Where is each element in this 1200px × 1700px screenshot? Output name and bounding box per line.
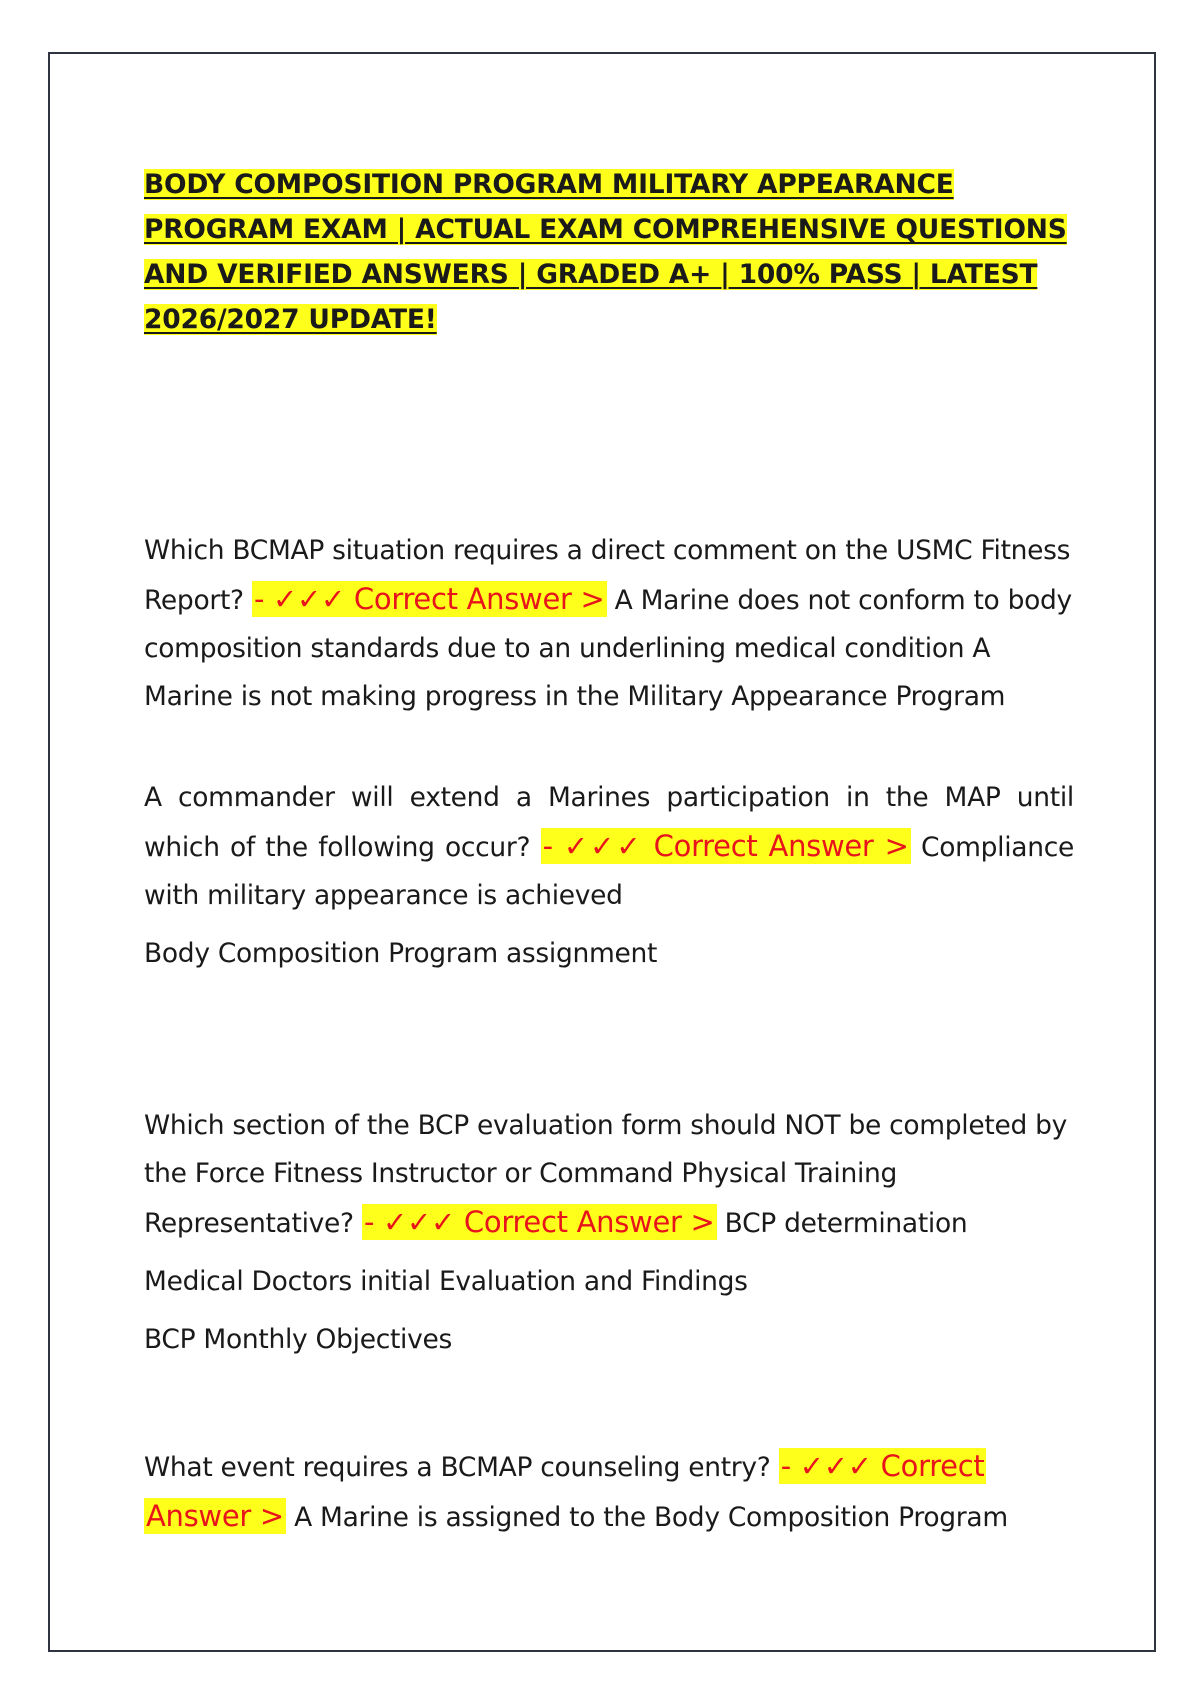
- correct-answer-marker: - ✓✓✓ Correct Answer >: [146, 1449, 985, 1533]
- answer-text: A Marine is assigned to the Body Composition Program: [294, 1502, 1008, 1533]
- document-page: [48, 52, 1156, 1652]
- qa-paragraph: [144, 1102, 1074, 1248]
- correct-answer-marker: - ✓✓✓ Correct Answer >: [363, 1205, 715, 1239]
- question-text: A commander will extend a Marines participation in the MAP until which of the following occur?: [144, 782, 1074, 863]
- answer-text: BCP determination: [724, 1208, 968, 1239]
- answer-option-line: Medical Doctors initial Evaluation and Findings: [144, 1266, 748, 1297]
- answer-option-line: Body Composition Program assignment: [144, 938, 658, 969]
- title-highlight: BODY COMPOSITION PROGRAM MILITARY APPEARANCE PROGRAM EXAM | ACTUAL EXAM COMPREHENSIVE QUESTIONS AND VERIFIED ANSWERS | GRADED A+ | 100% PASS | LATEST 2026/2027 UPDATE!: [144, 169, 1067, 335]
- qa-paragraph: [144, 527, 1074, 721]
- qa-item-1: [144, 527, 1074, 721]
- question-text: Which section of the BCP evaluation form should NOT be completed by the Force Fitness Instructor or Command Physical Training Representative?: [144, 1110, 1068, 1239]
- answer-text: Compliance with military appearance is achieved: [144, 832, 1075, 911]
- qa-item-3: [144, 1102, 1074, 1364]
- qa-paragraph: [144, 774, 1074, 920]
- correct-answer-marker: - ✓✓✓ Correct Answer >: [253, 582, 605, 616]
- qa-item-4: [144, 1442, 1074, 1542]
- document-title: [144, 162, 1074, 342]
- qa-item-2: [144, 774, 1074, 978]
- correct-answer-marker: - ✓✓✓ Correct Answer >: [542, 829, 909, 863]
- document-content: [144, 162, 1075, 1533]
- qa-paragraph: [144, 1442, 1074, 1542]
- question-text: What event requires a BCMAP counseling entry?: [144, 1452, 771, 1483]
- question-text: Which BCMAP situation requires a direct comment on the USMC Fitness Report?: [144, 535, 1071, 616]
- answer-option-line: BCP Monthly Objectives: [144, 1324, 453, 1355]
- answer-text: A Marine does not conform to body composition standards due to an underlining medical condition A Marine is not making progress in the Military Appearance Program: [144, 585, 1072, 712]
